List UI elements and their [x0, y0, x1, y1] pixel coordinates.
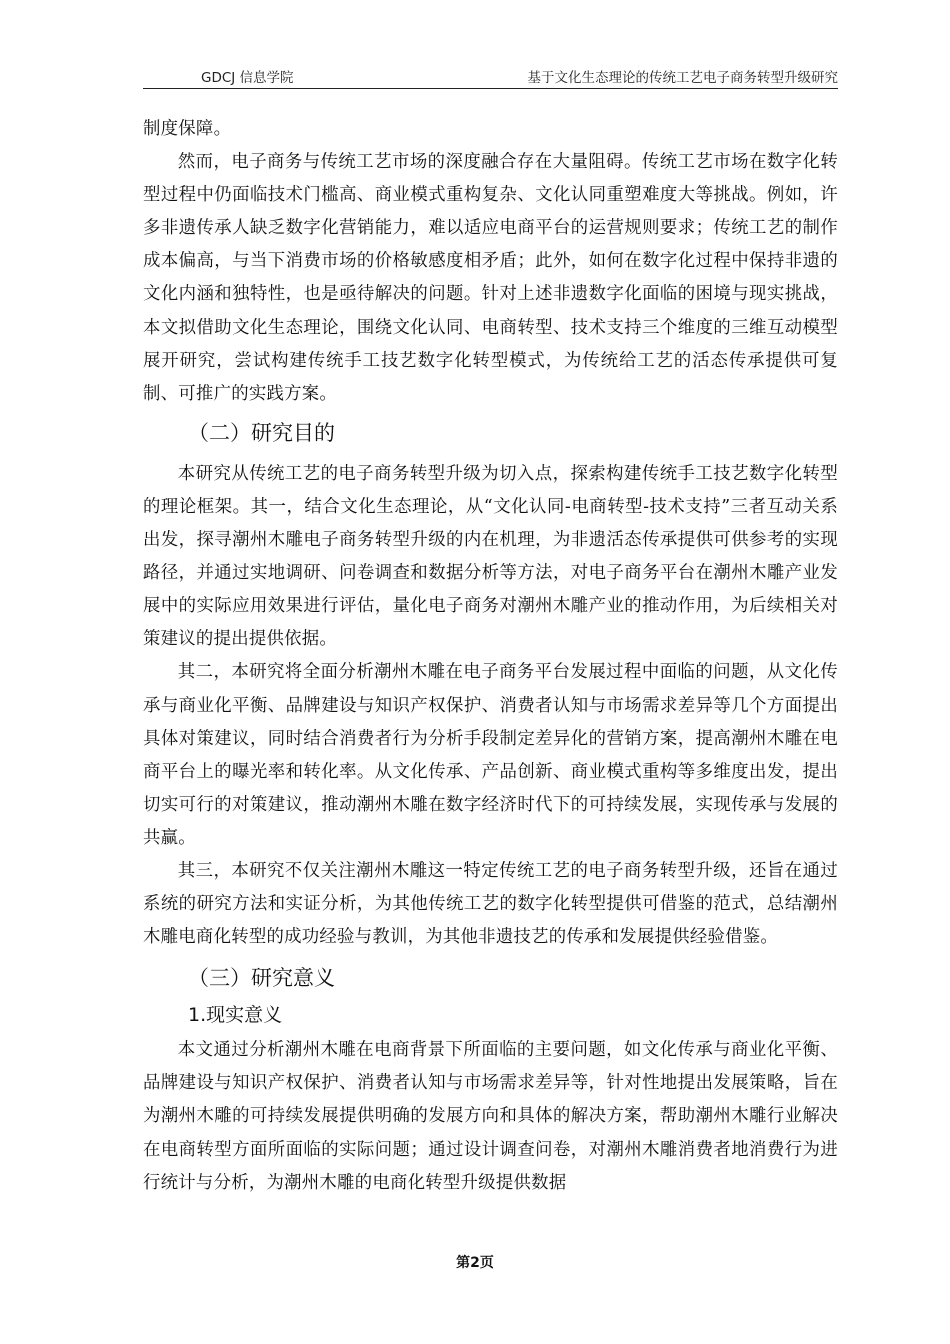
page-header [143, 62, 838, 89]
heading-research-significance: （三）研究意义 [188, 966, 335, 991]
header-paper-title: 基于文化生态理论的传统工艺电子商务转型升级研究 [527, 70, 838, 86]
header-institution: GDCJ 信息学院 [201, 70, 294, 86]
paragraph-objective-2: 其二，本研究将全面分析潮州木雕在电子商务平台发展过程中面临的问题，从文化传承与商业化平衡、品牌建设与知识产权保护、消费者认知与市场需求差异等几个方面提出具体对策建议，同时结合消费者行为分析手段制定差异化的营销方案，提高潮州木雕在电商平台上的曝光率和转化率。从文化传承、产品创新、商业模式重构等多维度出发，提出切实可行的对策建议，推动潮州木雕在数字经济时代下的可持续发展，实现传承与发展的共赢。 [143, 662, 838, 848]
paragraph-continuation: 制度保障。 [143, 119, 232, 139]
paragraph-objective-3: 其三，本研究不仅关注潮州木雕这一特定传统工艺的电子商务转型升级，还旨在通过系统的研究方法和实证分析，为其他传统工艺的数字化转型提供可借鉴的范式，总结潮州木雕电商化转型的成功经验与教训，为其他非遗技艺的传承和发展提供经验借鉴。 [143, 860, 838, 948]
paragraph-objective-1: 本研究从传统工艺的电子商务转型升级为切入点，探索构建传统手工技艺数字化转型的理论框架。其一，结合文化生态理论，从“文化认同-电商转型-技术支持”三者互动关系出发，探寻潮州木雕电子商务转型升级的内在机理，为非遗活态传承提供可供参考的实现路径，并通过实地调研、问卷调查和数据分析等方法，对电子商务平台在潮州木雕产业发展中的实际应用效果进行评估，量化电子商务对潮州木雕产业的推动作用，为后续相关对策建议的提出提供依据。 [143, 463, 838, 650]
heading-practical-significance: 1.现实意义 [188, 1004, 283, 1027]
heading-research-objective: （二）研究目的 [188, 420, 335, 445]
page-body [143, 113, 838, 1200]
page-number: 第2页 [456, 1255, 494, 1271]
paragraph-practical-significance: 本文通过分析潮州木雕在电商背景下所面临的主要问题，如文化传承与商业化平衡、品牌建设与知识产权保护、消费者认知与市场需求差异等，针对性地提出发展策略，旨在为潮州木雕的可持续发展提供明确的发展方向和具体的解决方案，帮助潮州木雕行业解决在电商转型方面所面临的实际问题；通过设计调查问卷，对潮州木雕消费者地消费行为进行统计与分析，为潮州木雕的电商化转型升级提供数据 [143, 1040, 838, 1193]
paragraph-background: 然而，电子商务与传统工艺市场的深度融合存在大量阻碍。传统工艺市场在数字化转型过程中仍面临技术门槛高、商业模式重构复杂、文化认同重塑难度大等挑战。例如，许多非遗传承人缺乏数字化营销能力，难以适应电商平台的运营规则要求；传统工艺的制作成本偏高，与当下消费市场的价格敏感度相矛盾；此外，如何在数字化过程中保持非遗的文化内涵和独特性，也是亟待解决的问题。针对上述非遗数字化面临的困境与现实挑战，本文拟借助文化生态理论，围绕文化认同、电商转型、技术支持三个维度的三维互动模型展开研究，尝试构建传统手工技艺数字化转型模式，为传统给工艺的活态传承提供可复制、可推广的实践方案。 [143, 152, 838, 404]
